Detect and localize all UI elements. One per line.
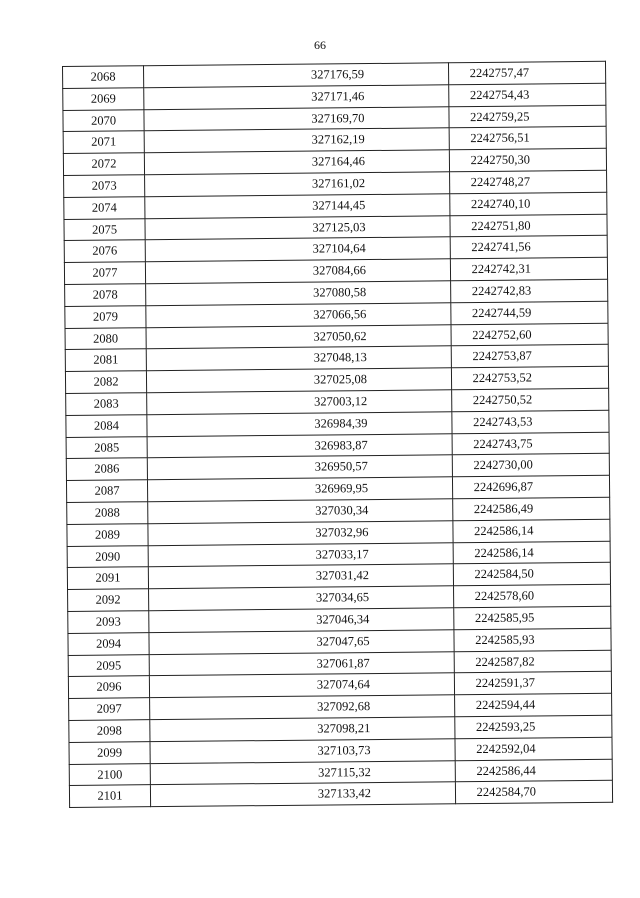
point-number-cell: 2093	[68, 611, 149, 634]
y-coordinate-cell: 2242584,50	[453, 563, 610, 586]
x-coordinate-cell: 327066,56	[146, 303, 451, 328]
point-number-cell: 2070	[63, 109, 144, 132]
x-coordinate-cell: 327125,03	[145, 215, 450, 240]
y-coordinate-cell: 2242753,87	[451, 345, 608, 368]
y-coordinate-cell: 2242753,52	[451, 366, 608, 389]
y-coordinate-cell: 2242754,43	[449, 83, 606, 106]
y-coordinate-cell: 2242587,82	[454, 650, 611, 673]
point-number-cell: 2089	[67, 523, 148, 546]
x-coordinate-cell: 326983,87	[147, 433, 452, 458]
x-coordinate-cell: 327032,96	[148, 521, 453, 546]
x-coordinate-cell: 327047,65	[149, 629, 454, 654]
point-number-cell: 2087	[66, 480, 147, 503]
x-coordinate-cell: 327092,68	[150, 695, 455, 720]
point-number-cell: 2088	[67, 502, 148, 525]
x-coordinate-cell: 327161,02	[145, 172, 450, 197]
x-coordinate-cell: 327034,65	[149, 586, 454, 611]
y-coordinate-cell: 2242586,14	[453, 519, 610, 542]
point-number-cell: 2075	[64, 218, 145, 241]
x-coordinate-cell: 326950,57	[147, 455, 452, 480]
x-coordinate-cell: 327098,21	[150, 717, 455, 742]
y-coordinate-cell: 2242593,25	[455, 715, 612, 738]
x-coordinate-cell: 327003,12	[147, 390, 452, 415]
y-coordinate-cell: 2242756,51	[449, 127, 606, 150]
point-number-cell: 2092	[68, 589, 149, 612]
x-coordinate-cell: 327162,19	[144, 128, 449, 153]
coordinates-table-body	[63, 61, 613, 807]
y-coordinate-cell: 2242584,70	[455, 781, 612, 804]
x-coordinate-cell: 327104,64	[145, 237, 450, 262]
x-coordinate-cell: 327050,62	[146, 324, 451, 349]
x-coordinate-cell: 327164,46	[144, 150, 449, 175]
y-coordinate-cell: 2242730,00	[452, 454, 609, 477]
x-coordinate-cell: 327048,13	[146, 346, 451, 371]
x-coordinate-cell: 326969,95	[147, 477, 452, 502]
y-coordinate-cell: 2242742,83	[451, 279, 608, 302]
point-number-cell: 2099	[69, 741, 150, 764]
x-coordinate-cell: 327144,45	[145, 194, 450, 219]
point-number-cell: 2080	[65, 327, 146, 350]
y-coordinate-cell: 2242742,31	[450, 257, 607, 280]
y-coordinate-cell: 2242741,56	[450, 236, 607, 259]
y-coordinate-cell: 2242751,80	[450, 214, 607, 237]
point-number-cell: 2096	[68, 676, 149, 699]
coordinates-table-wrapper	[62, 61, 613, 808]
x-coordinate-cell: 327103,73	[150, 738, 455, 763]
x-coordinate-cell: 327169,70	[144, 106, 449, 131]
point-number-cell: 2100	[69, 763, 150, 786]
y-coordinate-cell: 2242578,60	[454, 584, 611, 607]
x-coordinate-cell: 327115,32	[150, 760, 455, 785]
y-coordinate-cell: 2242759,25	[449, 105, 606, 128]
point-number-cell: 2078	[65, 284, 146, 307]
y-coordinate-cell: 2242743,53	[452, 410, 609, 433]
point-number-cell: 2095	[68, 654, 149, 677]
y-coordinate-cell: 2242748,27	[450, 170, 607, 193]
y-coordinate-cell: 2242740,10	[450, 192, 607, 215]
point-number-cell: 2082	[65, 371, 146, 394]
y-coordinate-cell: 2242585,93	[454, 628, 611, 651]
y-coordinate-cell: 2242743,75	[452, 432, 609, 455]
y-coordinate-cell: 2242591,37	[454, 672, 611, 695]
point-number-cell: 2076	[64, 240, 145, 263]
y-coordinate-cell: 2242750,30	[449, 148, 606, 171]
y-coordinate-cell: 2242696,87	[452, 475, 609, 498]
y-coordinate-cell: 2242757,47	[448, 61, 605, 84]
x-coordinate-cell: 327084,66	[145, 259, 450, 284]
y-coordinate-cell: 2242594,44	[455, 693, 612, 716]
point-number-cell: 2071	[63, 131, 144, 154]
point-number-cell: 2079	[65, 305, 146, 328]
point-number-cell: 2097	[69, 698, 150, 721]
x-coordinate-cell: 327176,59	[144, 63, 449, 88]
table-row	[69, 781, 612, 808]
x-coordinate-cell: 327133,42	[150, 782, 455, 807]
x-coordinate-cell: 327030,34	[148, 499, 453, 524]
point-number-cell: 2091	[67, 567, 148, 590]
point-number-cell: 2101	[69, 785, 150, 808]
y-coordinate-cell: 2242586,49	[453, 497, 610, 520]
point-number-cell: 2098	[69, 720, 150, 743]
y-coordinate-cell: 2242592,04	[455, 737, 612, 760]
point-number-cell: 2073	[64, 175, 145, 198]
x-coordinate-cell: 327033,17	[148, 542, 453, 567]
point-number-cell: 2081	[65, 349, 146, 372]
point-number-cell: 2074	[64, 196, 145, 219]
point-number-cell: 2086	[66, 458, 147, 481]
point-number-cell: 2084	[66, 414, 147, 437]
x-coordinate-cell: 327046,34	[149, 608, 454, 633]
coordinates-table	[62, 61, 613, 808]
point-number-cell: 2083	[66, 393, 147, 416]
x-coordinate-cell: 327080,58	[146, 281, 451, 306]
y-coordinate-cell: 2242585,95	[454, 606, 611, 629]
point-number-cell: 2090	[67, 545, 148, 568]
y-coordinate-cell: 2242586,14	[453, 541, 610, 564]
page-number: 66	[314, 38, 326, 52]
point-number-cell: 2085	[66, 436, 147, 459]
y-coordinate-cell: 2242586,44	[455, 759, 612, 782]
x-coordinate-cell: 327025,08	[146, 368, 451, 393]
point-number-cell: 2077	[64, 262, 145, 285]
point-number-cell: 2069	[63, 88, 144, 111]
x-coordinate-cell: 327061,87	[149, 651, 454, 676]
y-coordinate-cell: 2242750,52	[452, 388, 609, 411]
x-coordinate-cell: 327171,46	[144, 85, 449, 110]
y-coordinate-cell: 2242752,60	[451, 323, 608, 346]
x-coordinate-cell: 327031,42	[148, 564, 453, 589]
x-coordinate-cell: 327074,64	[149, 673, 454, 698]
point-number-cell: 2072	[63, 153, 144, 176]
point-number-cell: 2068	[63, 66, 144, 89]
y-coordinate-cell: 2242744,59	[451, 301, 608, 324]
x-coordinate-cell: 326984,39	[147, 412, 452, 437]
point-number-cell: 2094	[68, 632, 149, 655]
